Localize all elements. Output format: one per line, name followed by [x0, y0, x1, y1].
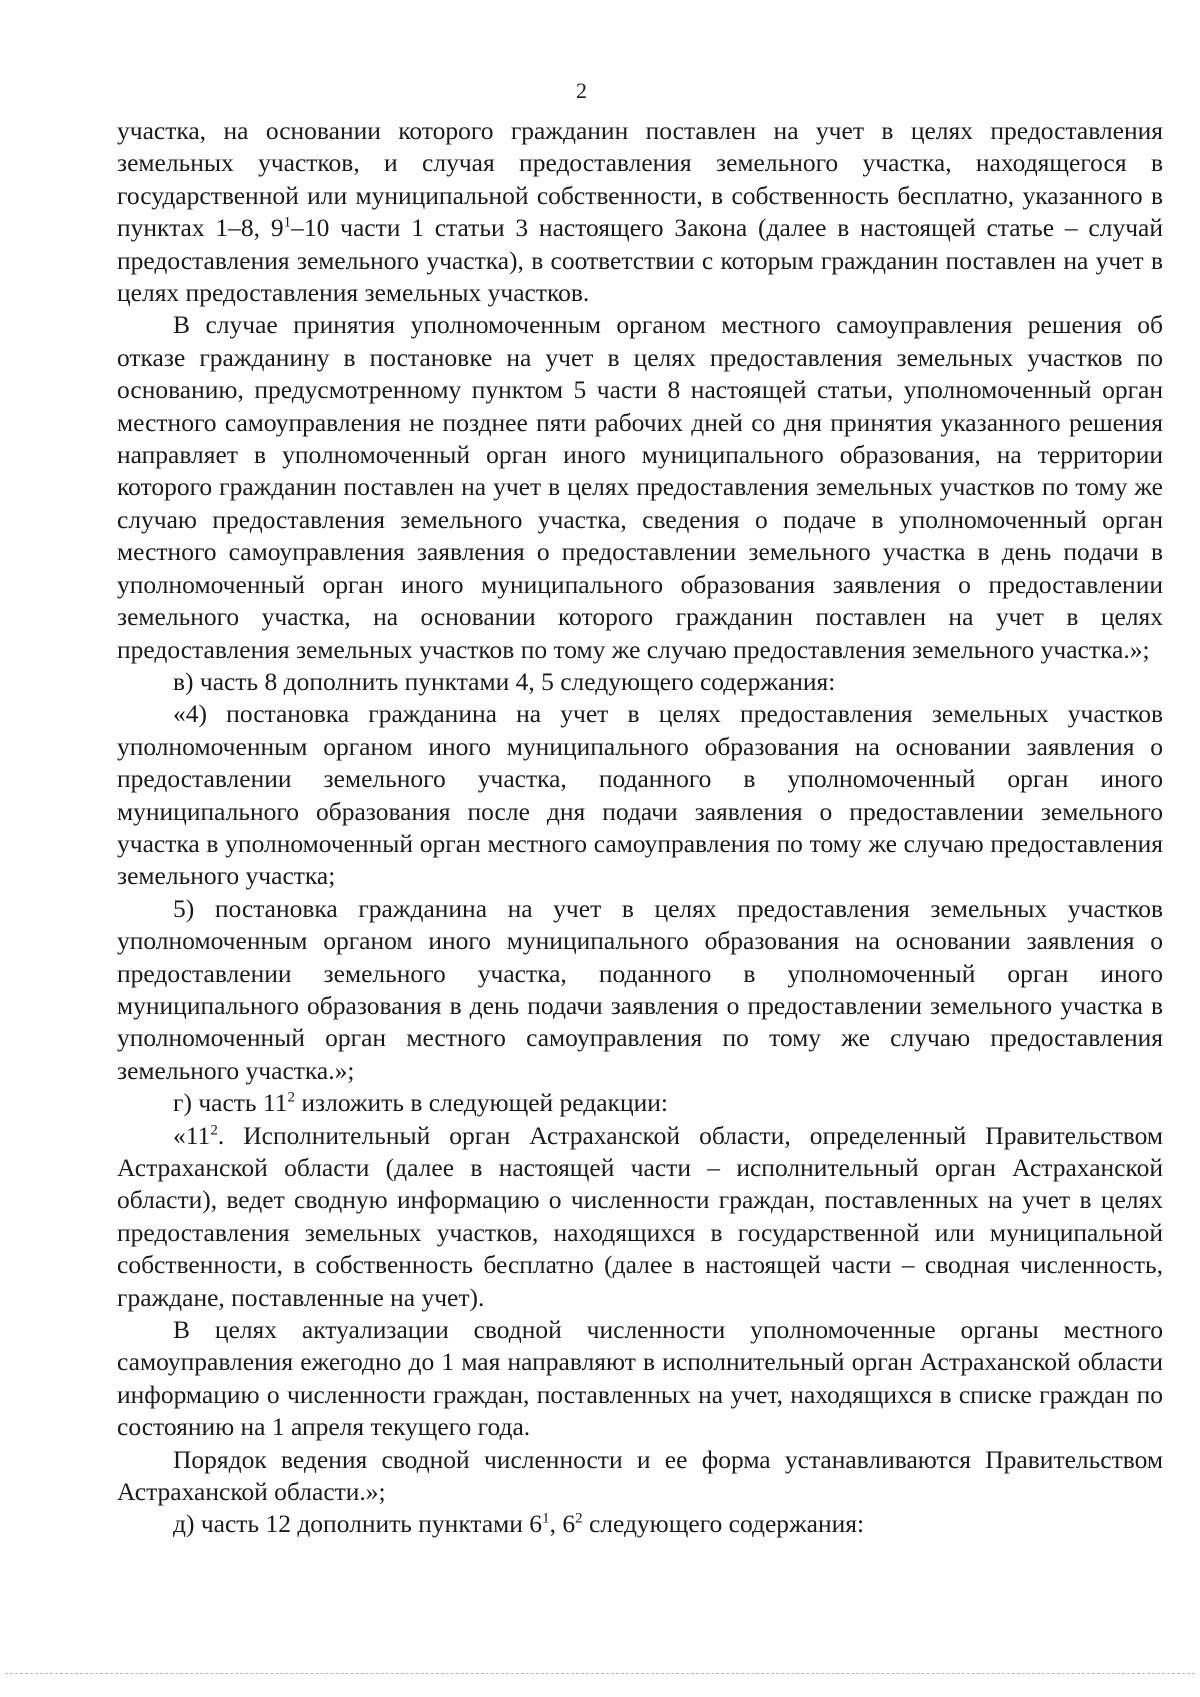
superscript: 2	[210, 1122, 218, 1139]
document-body	[117, 115, 1163, 1541]
paragraph-9: Порядок ведения сводной численности и ее форма устанавливаются Правительством Астраханской области.»;	[117, 1444, 1163, 1507]
paragraph-6: г) часть $11^2$ изложить в следующей редакции:	[173, 1088, 668, 1118]
paragraph-5: 5) постановка гражданина на учет в целях предоставления земельных участков уполномоченным органом иного муниципального образования на основании заявления о предоставлении земельного участка, поданного в уполномоченный орган иного муниципального образования в день подачи заявления о предоставлении земельного участка в уполномоченный орган местного самоуправления по тому же случаю предоставления земельного участка.»;	[117, 893, 1163, 1085]
paragraph-7: «$11^2$. Исполнительный орган Астраханской области, определенный Правительством Астраханской области (далее в настоящей части – исполнительный орган Астраханской области), ведет сводную информацию о численности граждан, поставленных на учет в целях предоставления земельных участков, находящихся в государственной или муниципальной собственности, в собственность бесплатно (далее в настоящей части – сводная численность, граждане, поставленные на учет).	[117, 1120, 1163, 1312]
paragraph-4: «4) постановка гражданина на учет в целях предоставления земельных участков уполномоченным органом иного муниципального образования на основании заявления о предоставлении земельного участка, поданного в уполномоченный орган иного муниципального образования после дня подачи заявления о предоставлении земельного участка в уполномоченный орган местного самоуправления по тому же случаю предоставления земельного участка;	[117, 699, 1163, 891]
superscript: 2	[575, 1510, 583, 1527]
paragraph-8: В целях актуализации сводной численности уполномоченные органы местного самоуправления ежегодно до 1 мая направляют в исполнительный орган Астраханской области информацию о численности граждан, поставленных на учет, находящихся в списке граждан по состоянию на 1 апреля текущего года.	[117, 1315, 1163, 1442]
paragraph-2: В случае принятия уполномоченным органом местного самоуправления решения об отказе гражданину в постановке на учет в целях предоставления земельных участков по основанию, предусмотренному пунктом 5 части 8 настоящей статьи, уполномоченный орган местного самоуправления не позднее пяти рабочих дней со дня принятия указанного решения направляет в уполномоченный орган иного муниципального образования, на территории которого гражданин поставлен на учет в целях предоставления земельных участков по тому же случаю предоставления земельного участка, сведения о подаче в уполномоченный орган местного самоуправления заявления о предоставлении земельного участка в день подачи в уполномоченный орган иного муниципального образования заявления о предоставлении земельного участка, на основании которого гражданин поставлен на учет в целях предоставления земельных участков по тому же случаю предоставления земельного участка.»;	[117, 310, 1163, 664]
paragraph-3: в) часть 8 дополнить пунктами 4, 5 следующего содержания:	[173, 666, 836, 696]
page-number: 2	[576, 78, 587, 103]
superscript: 1	[283, 214, 292, 231]
superscript: 2	[287, 1089, 295, 1106]
paragraph-10: д) часть 12 дополнить пунктами $6^1$, $6^2$ следующего содержания:	[173, 1509, 865, 1539]
scan-edge-line	[5, 1673, 1195, 1674]
paragraph-1: участка, на основании которого гражданин поставлен на учет в целях предоставления земельных участков, и случая предоставления земельного участка, находящегося в государственной или муниципальной собственности, в собственность бесплатно, указанного в пунктах 1–8, $9^1-10$ части 1 статьи 3 настоящего Закона (далее в настоящей статье – случай предоставления земельного участка), в соответствии с которым гражданин поставлен на учет в целях предоставления земельных участков.	[117, 116, 1163, 308]
superscript: 1	[542, 1510, 550, 1527]
